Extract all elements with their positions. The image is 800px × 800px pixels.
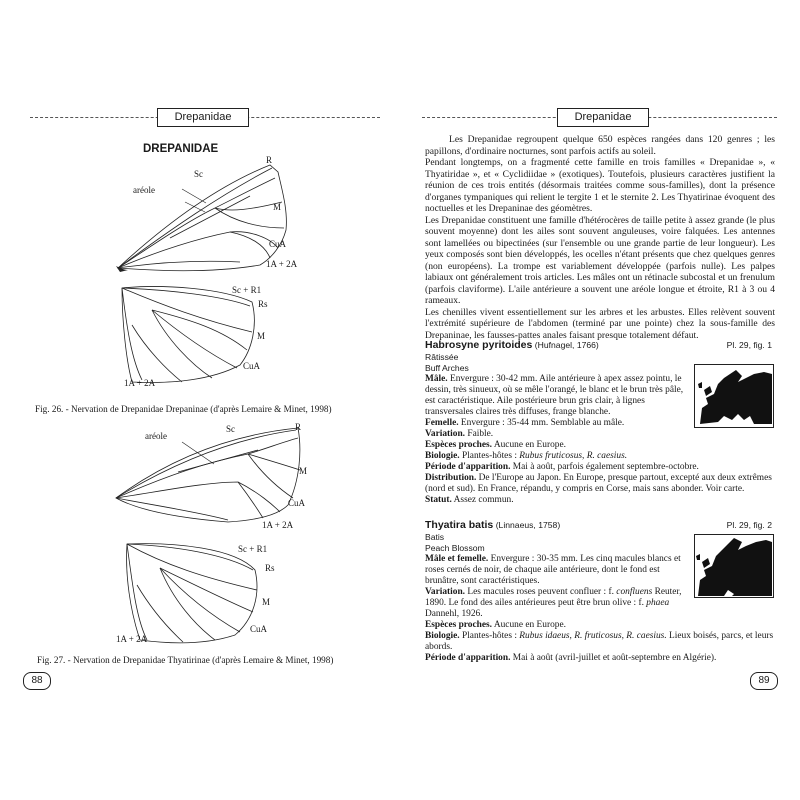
biology-text: Lieux boisés, parcs, et leurs abords. [425,630,774,652]
areole-pointer [180,187,210,207]
fig26-label-hw-M: M [257,331,266,341]
paragraph: Les chenilles vivent essentiellement sur les arbres et les arbustes. Elles relèvent souvent l'extrémité supérieure de l'abdomen (terminé par une pointe) chez la sous-famille des Drepaninae, les fausses-pattes anales faisant presque totalement défaut. [425,306,775,341]
male-text: Envergure : 30-42 mm. Aile antérieure à apex assez pointu, le dessin, très sinueux, où se mêle l'orangé, le blanc et le brun très pâle, est caractéristique. Aile postérieure brun gris clair, à lignes transversales claires très diffuses, frange blanche. [425,373,684,417]
species-entry [425,340,780,506]
period-label: Période d'apparition. [425,652,511,663]
fig26-label-ScR1: Sc + R1 [232,285,262,295]
male-label: Mâle. [425,373,448,384]
right-page [400,0,800,800]
hindwing-outline [127,544,257,643]
fig27-label-hw-anal: 1A + 2A [116,634,148,644]
male-female-label: Mâle et femelle. [425,553,489,564]
biology-text: Plantes-hôtes : [461,450,520,461]
distribution-map-icon [694,534,774,598]
fig27-label-anal: 1A + 2A [262,520,294,530]
close-label: Espèces proches. [425,619,493,630]
fig26-label-CuA: CuA [269,239,287,249]
fig26-label-M: M [273,202,282,212]
running-header: Drepanidae [557,108,649,127]
biology-label: Biologie. [425,630,460,641]
fig27-label-hw-CuA: CuA [250,624,268,634]
variation-text: Les macules roses peuvent confluer : f. [467,586,617,597]
fig26-label-hw-anal: 1A + 2A [124,378,156,388]
close-label: Espèces proches. [425,439,493,450]
running-header: Drepanidae [157,108,249,127]
variation-text: Faible. [467,428,494,439]
distribution-text: De l'Europe au Japon. En Europe, presque partout, excepté aux deux extrêmes (nord et sud). En France, répandu, y compris en Corse, mais sans abonder. Voir carte. [425,472,772,494]
vernacular-en: Buff Arches [425,362,469,373]
forewing-outline [118,165,286,271]
species-description [425,374,695,440]
status-text: Assez commun. [453,494,514,505]
period-label: Période d'apparition. [425,461,511,472]
male-female-text: Envergure : 30-35 mm. Les cinq macules blancs et roses cernés de noir, de chaque aile antérieure, dont le fond est brunâtre, sont caractéristiques. [425,553,681,586]
fig27-forewing-diagram [108,420,313,535]
fig27-label-R: R [295,422,302,432]
page-number: 89 [750,672,778,690]
variation-label: Variation. [425,428,466,439]
fig26-hindwing-diagram [112,280,262,390]
biology-plants: Rubus idaeus, R. fruticosus, R. caesius. [519,630,667,641]
distribution-map-icon [694,364,774,428]
female-text: Envergure : 35-44 mm. Semblable au mâle. [460,417,625,428]
period-text: Mai à août (avril-juillet et août-septembre en Algérie). [512,652,717,663]
species-entry [425,520,780,664]
species-name: Habrosyne pyritoides [425,339,533,351]
biology-label: Biologie. [425,450,460,461]
species-details [425,440,780,506]
fig26-label-Sc: Sc [194,169,203,179]
status-label: Statut. [425,494,452,505]
fig26-label-R: R [266,155,273,165]
vernacular-fr: Râtissée [425,351,459,362]
species-details [425,620,780,664]
fig27-label-M: M [299,466,308,476]
vernacular-en: Peach Blossom [425,542,485,553]
fig27-label-ScR1: Sc + R1 [238,544,268,554]
close-text: Aucune en Europe. [493,439,566,450]
variation-form: phaea [646,597,670,608]
fig27-caption: Fig. 27. - Nervation de Drepanidae Thyatirinae (d'après Lemaire & Minet, 1998) [37,655,334,665]
biology-text: Plantes-hôtes : [461,630,520,641]
fig27-label-Sc: Sc [226,424,235,434]
fig27-label-CuA: CuA [288,498,306,508]
close-text: Aucune en Europe. [493,619,566,630]
plate-reference: Pl. 29, fig. 2 [726,520,772,530]
fig26-label-anal: 1A + 2A [266,259,298,269]
vernacular-fr: Batis [425,531,445,542]
areole-pointer [180,440,220,470]
species-author: (Linnaeus, 1758) [495,520,561,530]
fig26-label-Rs: Rs [258,299,268,309]
fig27-label-hw-M: M [262,597,271,607]
variation-text: Dannehl, 1926. [425,608,483,619]
fig27-label-areole: aréole [145,431,167,441]
figure-title: DREPANIDAE [143,143,219,155]
page-number: 88 [23,672,51,690]
intro-text [425,134,775,341]
paragraph: Pendant longtemps, on a fragmenté cette famille en trois familles « Drepanidae », « Thyatiridae », et « Cyclidiidae » (exotiques). Toutefois, plusieurs caractères justifient la réunion de ces trois entités (désormais traitées comme sous-familles), dont la présence d'organes tympaniques qui relient le tergite 1 et le sternite 2. Les Thyatirinae évoquent des noctuelles et les Drepaninae des géomètres. [425,157,775,214]
period-text: Mai à août, parfois également septembre-octobre. [512,461,699,472]
distribution-label: Distribution. [425,472,477,483]
variation-text: Reuter, 1890. Le fond des ailes antérieures peut être brun olive : f. [425,586,682,608]
species-author: (Hufnagel, 1766) [534,340,599,350]
paragraph: Les Drepanidae regroupent quelque 650 espèces rangées dans 120 genres ; les papillons, d'ordinaire nocturnes, sont parfois actifs au soleil. [425,134,775,157]
fig26-label-hw-CuA: CuA [243,361,261,371]
paragraph: Les Drepanidae constituent une famille d'hétérocères de taille petite à assez grande (le plus souvent moyenne) dont les ailes sont souvent anguleuses, voire falquées. Les antennes sont lamellées ou bipectinées (sur l'ensemble ou une grande partie de leur longueur). Les yeux composés sont bien développés, les ocelles n'étant présents que chez quelques genres (non européens). La trompe est variablement développée (parfois nulle). Les palpes labiaux ont généralement trois articles. Les mâles ont un rétinacle subcostal et un frenulum (parfois claviforme). L'aile antérieure a souvent une aréole longue et étroite, R1 à 3 ou 4 rameaux. [425,214,775,306]
fig26-label-areole: aréole [133,185,155,195]
plate-reference: Pl. 29, fig. 1 [726,340,772,350]
variation-form: confluens [616,586,653,597]
species-description [425,554,695,620]
female-label: Femelle. [425,417,459,428]
species-name: Thyatira batis [425,519,494,531]
fig27-label-Rs: Rs [265,563,275,573]
biology-plants: Rubus fruticosus, R. caesius. [519,450,628,461]
variation-label: Variation. [425,586,466,597]
fig26-caption: Fig. 26. - Nervation de Drepanidae Drepaninae (d'après Lemaire & Minet, 1998) [35,404,332,414]
